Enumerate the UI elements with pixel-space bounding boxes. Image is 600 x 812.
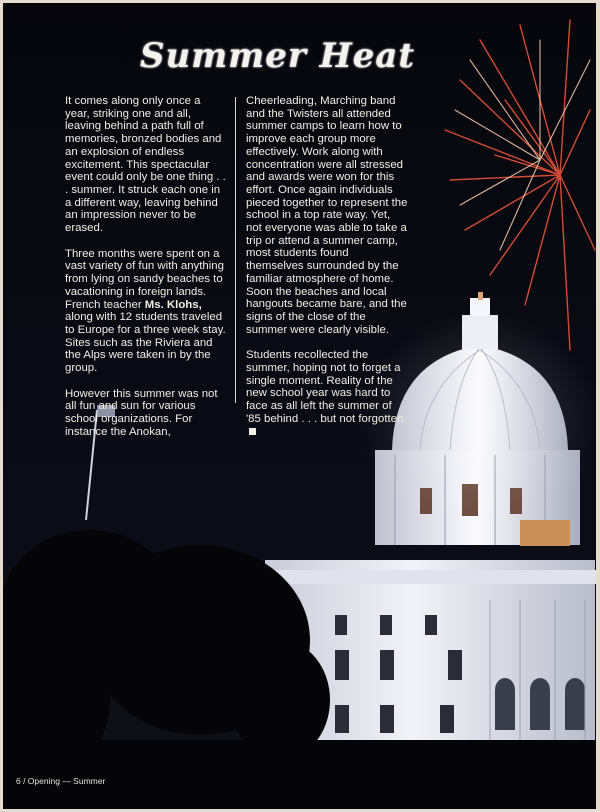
page-title: Summer Heat — [140, 36, 416, 76]
end-mark-square — [249, 428, 256, 435]
page-folio: 6 / Opening — Summer — [16, 776, 106, 786]
fireworks — [445, 20, 595, 350]
paragraph: Cheerleading, Marching band and the Twisters all attended summer camps to learn how to improve each group more effectively. Work along with concentration were all stressed and awards were won for this effort. Once again individuals pieced together to represent the school in a top rate way. Yet, not everyone was able to take a trip or attend a summer camp, most students found themselves surrounded by the familiar atmosphere of home. Soon the beaches and local hangouts became bare, and the signs of the close of the summer were clearly visible. — [246, 95, 408, 336]
paragraph: It comes along only once a year, striking one and all, leaving behind a path full of memories, bronzed bodies and an explosion of endless excitement. This spectacular event could only be one thing . . . summer. It struck each one in a different way, leaving behind an impression never to be erased. — [65, 95, 226, 235]
body-column-right — [246, 95, 408, 451]
body-column-left — [65, 95, 227, 452]
teacher-name: Ms. Klohs, — [144, 298, 202, 311]
column-divider — [235, 97, 236, 403]
paragraph: Three months were spent on a vast variety of fun with anything from lying on sandy beaches to vacationing in foreign lands. French teacher Ms. Klohs, along with 12 students traveled to Europe for a three week stay. Sites such as the Riviera and the Alps were taken in by the group. — [65, 247, 226, 375]
paragraph: Students recollected the summer, hoping not to forget a single moment. Reality of the new school year was hard to face as all left the summer of '85 behind . . . but not forgotten. — [246, 349, 408, 438]
paragraph: However this summer was not all fun and sun for various school organizations. For instance the Anokan, — [65, 387, 218, 438]
